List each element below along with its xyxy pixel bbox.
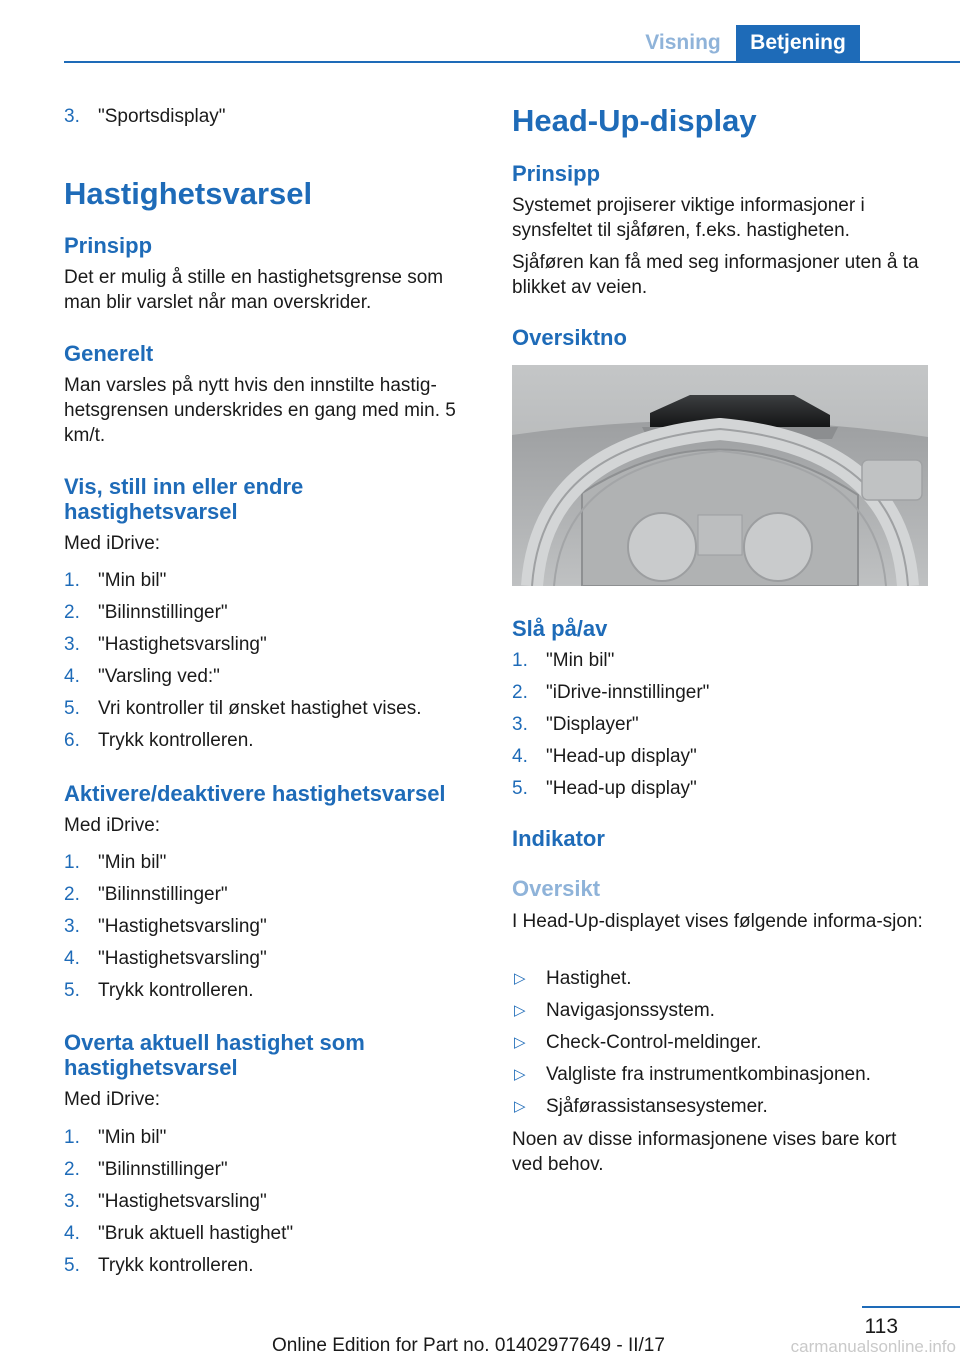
list-item: 2. "Bilinnstillinger" (64, 884, 228, 905)
list-item: 1. "Min bil" (512, 650, 615, 671)
heading-vis-still-inn: Vis, still inn eller endre hastighetsvarsel (64, 474, 304, 524)
head-up-display-illustration (512, 365, 928, 586)
triangle-bullet-icon: ▷ (514, 1002, 526, 1019)
header-divider (64, 61, 960, 63)
tab-visning[interactable]: Visning (645, 31, 721, 54)
steps-sla (512, 648, 928, 808)
list-item: 5. "Head-up display" (512, 778, 697, 799)
section-title-head-up-display: Head-Up-display (512, 103, 757, 138)
triangle-bullet-icon: ▷ (514, 1098, 526, 1115)
list-item: 4. "Hastighetsvarsling" (64, 948, 267, 969)
intro-vis: Med iDrive: (64, 533, 161, 554)
list-item: 6. Trykk kontrolleren. (64, 730, 254, 751)
steps-overta (64, 1125, 464, 1285)
triangle-bullet-icon: ▷ (514, 1034, 526, 1051)
list-item: 5. Trykk kontrolleren. (64, 1255, 254, 1276)
tab-betjening[interactable]: Betjening (736, 25, 860, 61)
paragraph-oversikt: I Head-Up-displayet vises følgende informa-sjon: (512, 911, 923, 932)
list-item: ▷ Sjåførassistansesystemer. (514, 1096, 768, 1117)
paragraph-prinsipp: Det er mulig å stille en hastighetsgrense som man blir varslet når man overskrider. (64, 267, 444, 313)
list-item: 2. "Bilinnstillinger" (64, 602, 228, 623)
triangle-bullet-icon: ▷ (514, 1066, 526, 1083)
list-item: 3. "Hastighetsvarsling" (64, 1191, 267, 1212)
triangle-bullet-icon: ▷ (514, 970, 526, 987)
list-item: 2. "Bilinnstillinger" (64, 1159, 228, 1180)
list-item: 1. "Min bil" (64, 852, 167, 873)
list-item: 4. "Bruk aktuell hastighet" (64, 1223, 294, 1244)
list-item: 3. "Displayer" (512, 714, 639, 735)
dashboard-image (512, 365, 928, 586)
heading-prinsipp: Prinsipp (64, 233, 153, 258)
heading-aktivere: Aktivere/deaktivere hastighetsvarsel (64, 781, 446, 806)
paragraph-prinsipp-hud-2: Sjåføren kan få med seg informasjoner uten å ta blikket av veien. (512, 252, 919, 298)
steps-aktivere (64, 850, 464, 1010)
list-item: ▷ Navigasjonssystem. (514, 1000, 715, 1021)
intro-aktivere: Med iDrive: (64, 815, 161, 836)
heading-oversikt: Oversikt (512, 876, 601, 901)
list-item: ▷ Valgliste fra instrumentkombinasjonen. (514, 1064, 871, 1085)
page-number: 113 (864, 1315, 898, 1338)
list-item: ▷ Check-Control-meldinger. (514, 1032, 762, 1053)
steps-vis (64, 568, 464, 760)
list-item: 2. "iDrive-innstillinger" (512, 682, 710, 703)
continued-list (64, 104, 464, 136)
list-item: 3. "Sportsdisplay" (64, 106, 226, 127)
list-item: 4. "Varsling ved:" (64, 666, 220, 687)
section-title-hastighetsvarsel: Hastighetsvarsel (64, 176, 313, 211)
list-item: 1. "Min bil" (64, 1127, 167, 1148)
list-item: 4. "Head-up display" (512, 746, 697, 767)
paragraph-closing: Noen av disse informasjonene vises bare kort ved behov. (512, 1129, 897, 1175)
paragraph-generelt: Man varsles på nytt hvis den innstilte hastig-hetsgrensen underskrides en gang med min. 5 km/t. (64, 375, 456, 446)
intro-overta: Med iDrive: (64, 1089, 161, 1110)
heading-prinsipp-hud: Prinsipp (512, 161, 601, 186)
list-item: 5. Trykk kontrolleren. (64, 980, 254, 1001)
list-item: 1. "Min bil" (64, 570, 167, 591)
heading-generelt: Generelt (64, 341, 154, 366)
bullet-list (512, 966, 928, 1126)
edition-text: Online Edition for Part no. 01402977649 - II/17 (272, 1335, 665, 1356)
heading-indikator: Indikator (512, 826, 605, 851)
list-item: 3. "Hastighetsvarsling" (64, 916, 267, 937)
heading-overta: Overta aktuell hastighet som hastighetsvarsel (64, 1030, 365, 1080)
list-item: 5. Vri kontroller til ønsket hastighet vises. (64, 698, 422, 719)
watermark: carmanualsonline.info (790, 1337, 956, 1356)
heading-oversiktno: Oversiktno (512, 325, 627, 350)
paragraph-prinsipp-hud-1: Systemet projiserer viktige informasjoner i synsfeltet til sjåføren, f.eks. hastigheten. (512, 195, 865, 241)
heading-sla-pa-av: Slå på/av (512, 616, 608, 641)
list-item: ▷ Hastighet. (514, 968, 632, 989)
footer-divider (862, 1306, 960, 1308)
list-item: 3. "Hastighetsvarsling" (64, 634, 267, 655)
